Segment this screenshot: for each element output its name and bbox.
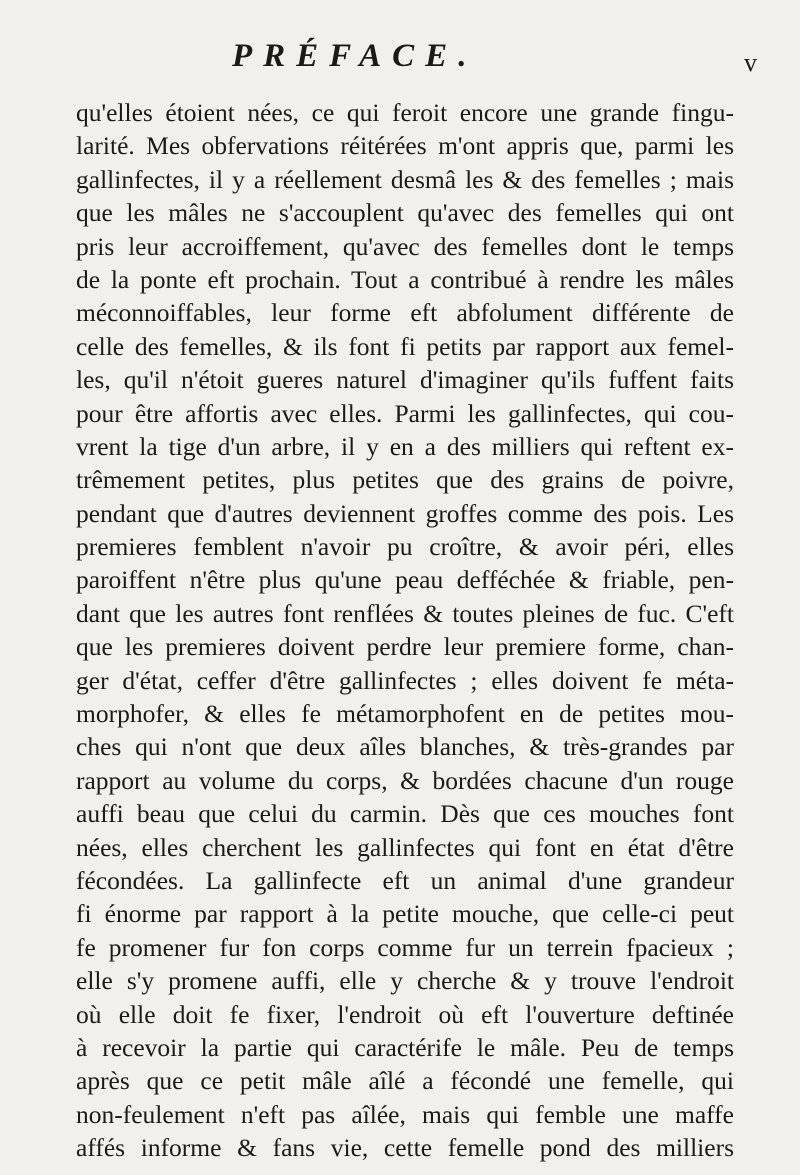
- text-line: nées, elles cherchent les gallinfectes qui font en état d'être: [76, 832, 734, 862]
- text-line: auffi beau que celui du carmin. Dès que ces mouches font: [76, 799, 734, 829]
- text-line: elle s'y promene auffi, elle y cherche & y trouve l'endroit: [76, 966, 734, 996]
- text-line: où elle doit fe fixer, l'endroit où eft l'ouverture deftinée: [76, 999, 734, 1029]
- text-line: paroiffent n'être plus qu'une peau defféchée & friable, pen-: [76, 565, 734, 595]
- text-line: que les mâles ne s'accouplent qu'avec des femelles qui ont: [76, 198, 734, 228]
- text-line: que les premieres doivent perdre leur premiere forme, chan-: [76, 632, 734, 662]
- text-line: pendant que d'autres deviennent groffes comme des pois. Les: [76, 498, 734, 528]
- text-line: ger d'état, ceffer d'être gallinfectes ; elles doivent fe méta-: [76, 665, 734, 695]
- text-line: affés informe & fans vie, cette femelle pond des milliers: [76, 1133, 734, 1163]
- text-line: vrent la tige d'un arbre, il y en a des milliers qui reftent ex-: [76, 431, 734, 461]
- page-number: v: [744, 48, 757, 77]
- body-text: [76, 96, 734, 1165]
- running-title: PRÉFACE.: [232, 38, 478, 74]
- text-line: celle des femelles, & ils font fi petits par rapport aux femel-: [76, 331, 734, 361]
- text-line: fécondées. La gallinfecte eft un animal d'une grandeur: [76, 865, 734, 895]
- text-line: trêmement petites, plus petites que des grains de poivre,: [76, 465, 734, 495]
- text-line: pris leur accroiffement, qu'avec des femelles dont le temps: [76, 231, 734, 261]
- text-line: ches qui n'ont que deux aîles blanches, & très-grandes par: [76, 732, 734, 762]
- text-line: à recevoir la partie qui caractérife le mâle. Peu de temps: [76, 1032, 734, 1062]
- page-header: [0, 38, 800, 88]
- text-line: fi énorme par rapport à la petite mouche, que celle-ci peut: [76, 899, 734, 929]
- text-line: de la ponte eft prochain. Tout a contribué à rendre les mâles: [76, 264, 734, 294]
- text-line: morphofer, & elles fe métamorphofent en de petites mou-: [76, 699, 734, 729]
- text-line: les, qu'il n'étoit gueres naturel d'imaginer qu'ils fuffent faits: [76, 365, 734, 395]
- text-line: premieres femblent n'avoir pu croître, & avoir péri, elles: [76, 532, 734, 562]
- text-line: gallinfectes, il y a réellement desmâ les & des femelles ; mais: [76, 164, 734, 194]
- text-line: non-feulement n'eft pas aîlée, mais qui femble une maffe: [76, 1099, 734, 1129]
- text-line: qu'elles étoient nées, ce qui feroit encore une grande fingu-: [76, 98, 734, 127]
- text-line: après que ce petit mâle aîlé a fécondé une femelle, qui: [76, 1066, 734, 1096]
- text-line: dant que les autres font renflées & toutes pleines de fuc. C'eft: [76, 598, 734, 628]
- text-line: pour être affortis avec elles. Parmi les gallinfectes, qui cou-: [76, 398, 734, 428]
- text-line: rapport au volume du corps, & bordées chacune d'un rouge: [76, 765, 734, 795]
- text-line: larité. Mes obfervations réitérées m'ont appris que, parmi les: [76, 131, 734, 161]
- text-line: méconnoiffables, leur forme eft abfolument différente de: [76, 298, 734, 328]
- text-line: fe promener fur fon corps comme fur un terrein fpacieux ;: [76, 932, 734, 962]
